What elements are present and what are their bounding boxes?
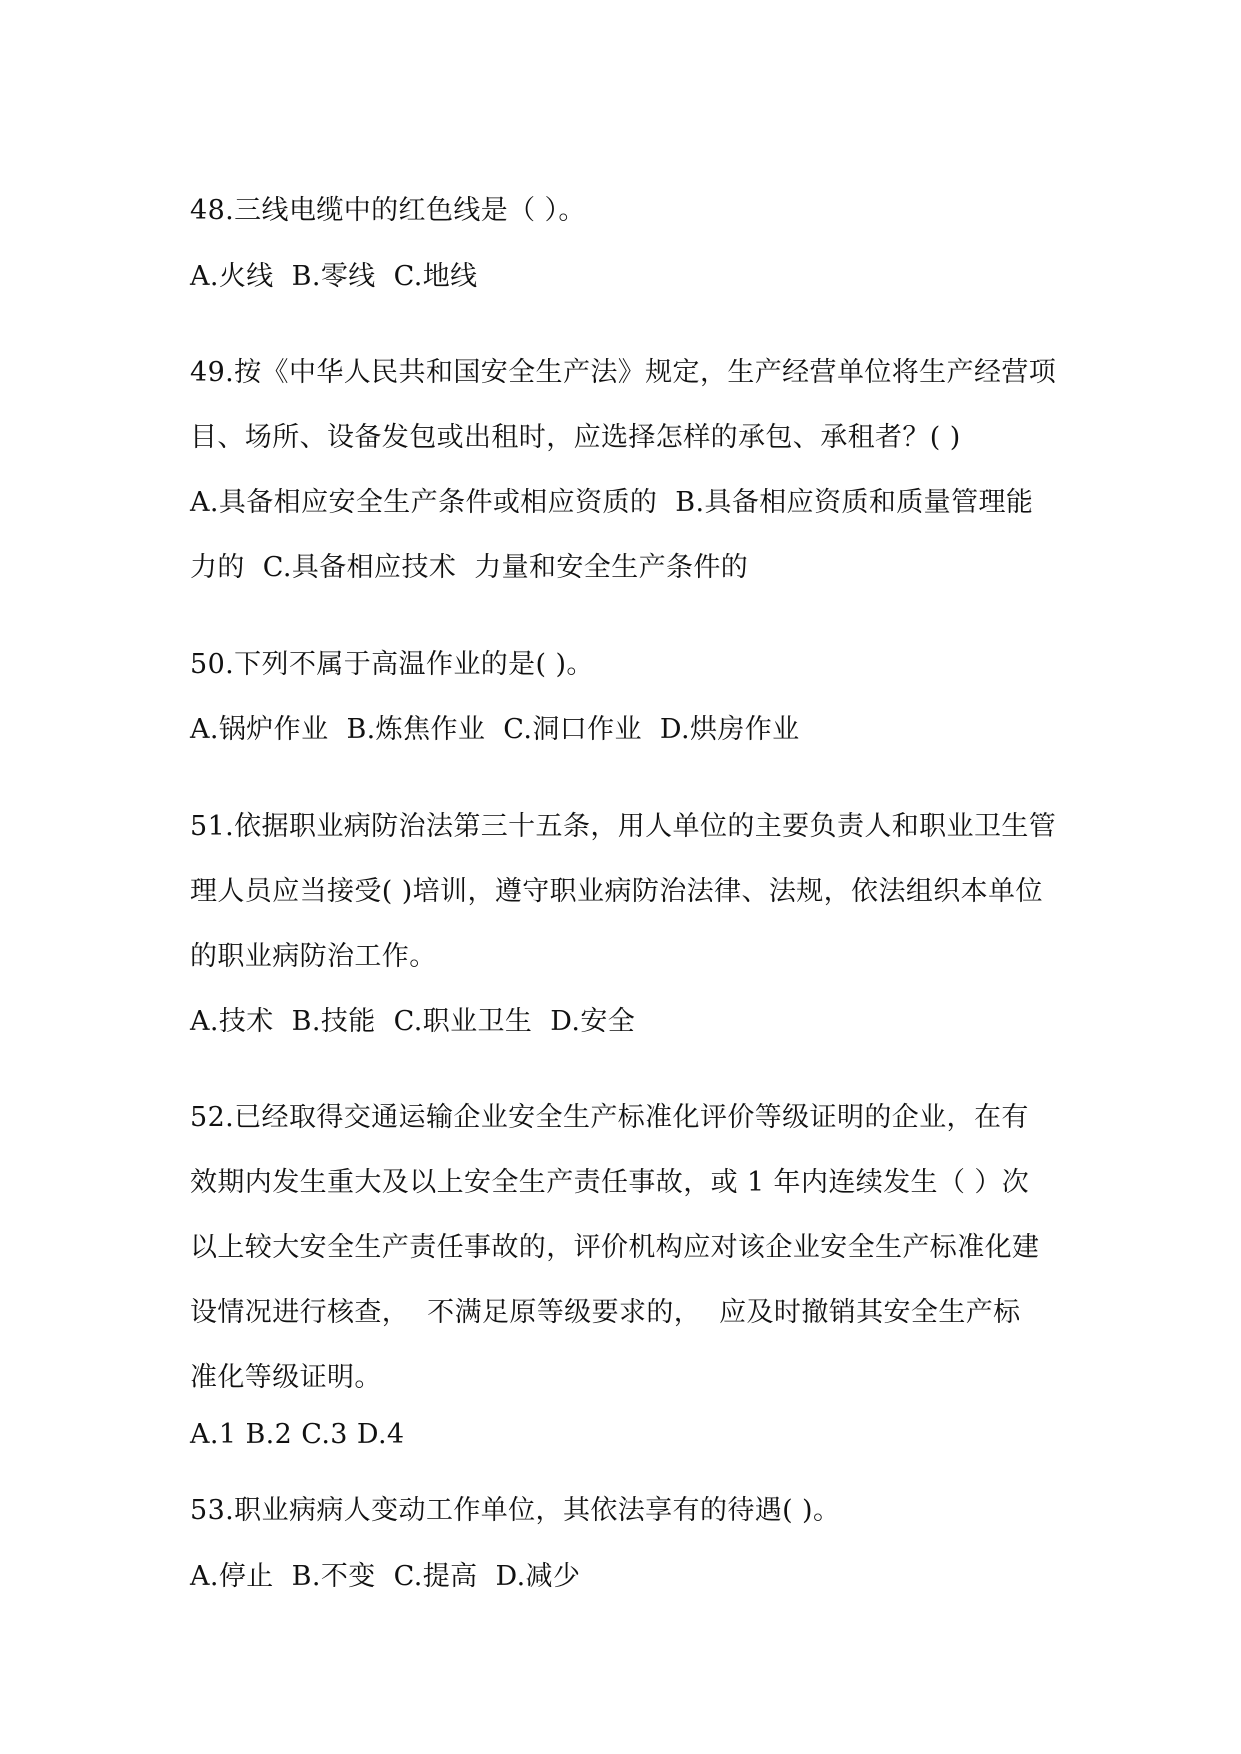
question-49-options-line-1: A.具备相应安全生产条件或相应资质的 B.具备相应资质和质量管理能 — [190, 487, 1034, 518]
question-48-options: A.火线 B.零线 C.地线 — [190, 261, 478, 292]
question-49-stem-line-1: 49.按《中华人民共和国安全生产法》规定，生产经营单位将生产经营项 — [190, 357, 1057, 388]
question-53-stem-line-1: 53.职业病病人变动工作单位，其依法享有的待遇( )。 — [190, 1495, 841, 1526]
question-48-stem-line-1: 48.三线电缆中的红色线是（ ）。 — [190, 195, 586, 226]
question-49-options-line-2: 力的 C.具备相应技术 力量和安全生产条件的 — [190, 552, 749, 583]
question-51-stem-line-1: 51.依据职业病防治法第三十五条，用人单位的主要负责人和职业卫生管 — [190, 811, 1057, 842]
question-51-stem-line-2: 理人员应当接受( )培训，遵守职业病防治法律、法规，依法组织本单位 — [190, 876, 1043, 907]
question-51-options: A.技术 B.技能 C.职业卫生 D.安全 — [190, 1006, 636, 1037]
question-52-stem-line-5: 准化等级证明。 — [190, 1362, 382, 1393]
question-52-stem-line-4: 设情况进行核查， 不满足原等级要求的， 应及时撤销其安全生产标 — [190, 1297, 1021, 1328]
question-50-options: A.锅炉作业 B.炼焦作业 C.洞口作业 D.烘房作业 — [190, 714, 800, 745]
question-52-stem-line-3: 以上较大安全生产责任事故的，评价机构应对该企业安全生产标准化建 — [190, 1232, 1040, 1263]
question-53-options: A.停止 B.不变 C.提高 D.减少 — [190, 1561, 581, 1592]
question-51-stem-line-3: 的职业病防治工作。 — [190, 941, 437, 972]
question-50-stem-line-1: 50.下列不属于高温作业的是( )。 — [190, 649, 594, 680]
question-52-stem-line-2: 效期内发生重大及以上安全生产责任事故，或 1 年内连续发生（ ）次 — [190, 1167, 1030, 1198]
question-52-options: A.1 B.2 C.3 D.4 — [190, 1419, 405, 1450]
question-49-stem-line-2: 目、场所、设备发包或出租时，应选择怎样的承包、承租者？( ) — [190, 422, 961, 453]
question-52-stem-line-1: 52.已经取得交通运输企业安全生产标准化评价等级证明的企业，在有 — [190, 1102, 1029, 1133]
